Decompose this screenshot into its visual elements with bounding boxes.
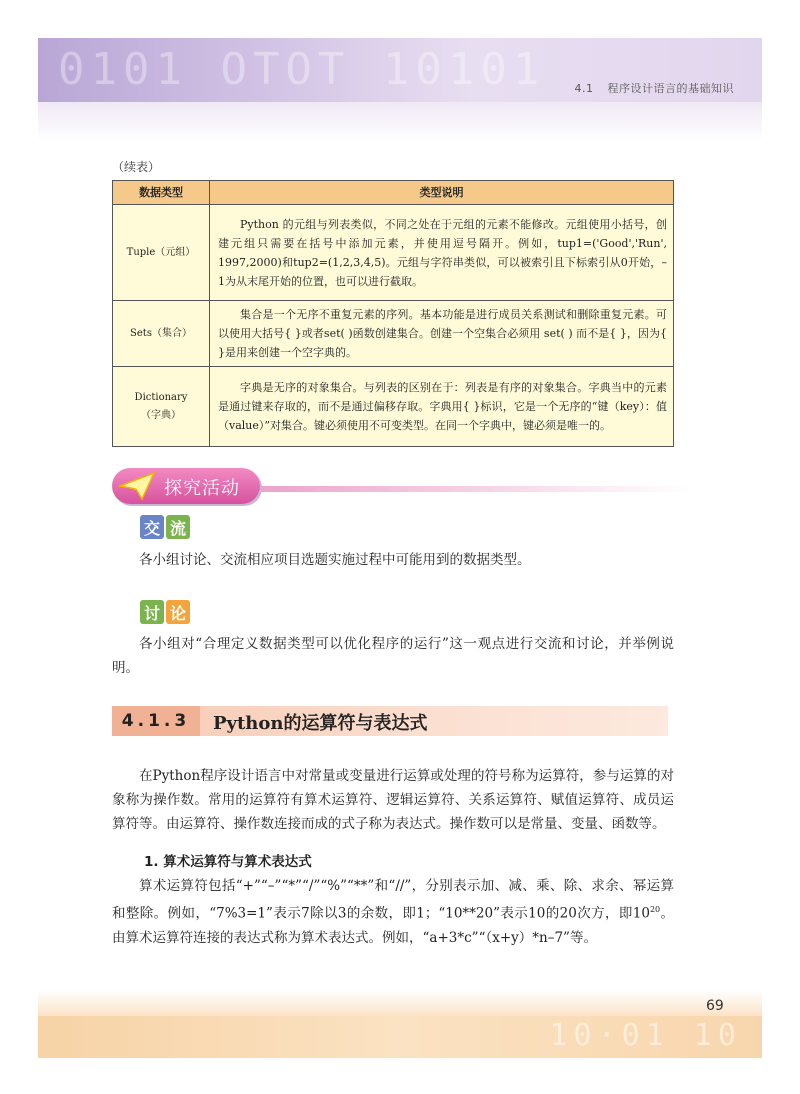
table-caption: （续表）: [112, 160, 161, 174]
desc-cell-tuple: Python 的元组与列表类似，不同之处在于元组的元素不能修改。元组使用小括号，创建元组只需要在括号中添加元素，并使用逗号隔开。例如，tup1=('Good','Run', 1997,2000)和tup2=(1,2,3,4,5)。元组与字符串类似，可以被索引且下标索引从0开始，–1为从末尾开始的位置，也可以进行截取。: [210, 205, 674, 301]
discussion-tag-char-2: 论: [166, 600, 190, 624]
header-fade: [38, 102, 762, 142]
activity-discussion-text: 各小组对“合理定义数据类型可以优化程序的运行”这一观点进行交流和讨论，并举例说明。: [112, 636, 674, 676]
subsection-heading: 1. 算术运算符与算术表达式: [144, 854, 312, 870]
activity-exchange-text: 各小组讨论、交流相应项目选题实施过程中可能用到的数据类型。: [139, 552, 531, 568]
footer-banner: [38, 1016, 762, 1058]
data-types-table: [112, 180, 674, 447]
section-intro-paragraph: 在Python程序设计语言中对常量或变量进行运算或处理的符号称为运算符，参与运算的对象称为操作数。常用的运算符有算术运算符、逻辑运算符、关系运算符、赋值运算符、成员运算符等。由运算符、操作数连接而成的式子称为表达式。操作数可以是常量、变量、函数等。: [112, 768, 674, 832]
column-header-description: 类型说明: [210, 181, 674, 205]
type-cell-tuple: Tuple（元组）: [113, 205, 210, 301]
type-cell-sets: Sets（集合）: [113, 301, 210, 367]
discussion-tag-char-1: 讨: [140, 600, 164, 624]
exponent: 20: [649, 905, 661, 914]
activity-title: 探究活动: [164, 478, 240, 499]
paragraph-text-part-2: 。由算术运算符连接的表达式称为算术表达式。例如，“a+3*c”“（x+y）*n–7”等。: [112, 905, 675, 946]
footer-fade: [38, 990, 762, 1016]
arithmetic-operators-paragraph: [112, 874, 674, 950]
header-decoration: 0101 OTOT 10101: [58, 44, 546, 95]
table-row: [113, 301, 674, 367]
page-number: 69: [706, 998, 724, 1014]
exchange-tag-char-1: 交: [140, 515, 164, 539]
header-section-title: 程序设计语言的基础知识: [607, 82, 734, 95]
type-name-dictionary: Dictionary: [134, 391, 188, 403]
exchange-tag-char-2: 流: [166, 515, 190, 539]
type-name-dictionary-cn: （字典）: [141, 409, 181, 421]
paper-plane-icon: [118, 470, 156, 502]
table-row: [113, 205, 674, 301]
table-row: [113, 367, 674, 447]
desc-cell-sets: 集合是一个无序不重复元素的序列。基本功能是进行成员关系测试和删除重复元素。可以使用大括号{ }或者set( )函数创建集合。创建一个空集合必须用 set( ) 而不是{ }，因为{ }是用来创建一个空字典的。: [210, 301, 674, 367]
desc-cell-dictionary: 字典是无序的对象集合。与列表的区别在于：列表是有序的对象集合。字典当中的元素是通过键来存取的，而不是通过偏移存取。字典用{ }标识，它是一个无序的“键（key）：值（value）”对集合。键必须使用不可变类型。在同一个字典中，键必须是唯一的。: [210, 367, 674, 447]
paragraph-text-part-1: 算术运算符包括“+”“–”“*”“/”“%”“**”和“//”，分别表示加、减、乘、除、求余、幂运算和整除。例如，“7%3=1”表示7除以3的余数，即1；“10**20”表示10的20次方，即10: [112, 878, 674, 922]
section-title: Python的运算符与表达式: [213, 713, 428, 734]
column-header-type: 数据类型: [113, 181, 210, 205]
table-header-row: [113, 181, 674, 205]
exchange-tag: [140, 515, 190, 539]
header-section-number: 4.1: [574, 82, 594, 95]
footer-decoration: 10·01 10: [549, 1018, 742, 1053]
section-number: 4.1.3: [112, 706, 200, 736]
type-cell-dictionary: [113, 367, 210, 447]
running-header: [575, 80, 735, 96]
discussion-tag: [140, 600, 190, 624]
